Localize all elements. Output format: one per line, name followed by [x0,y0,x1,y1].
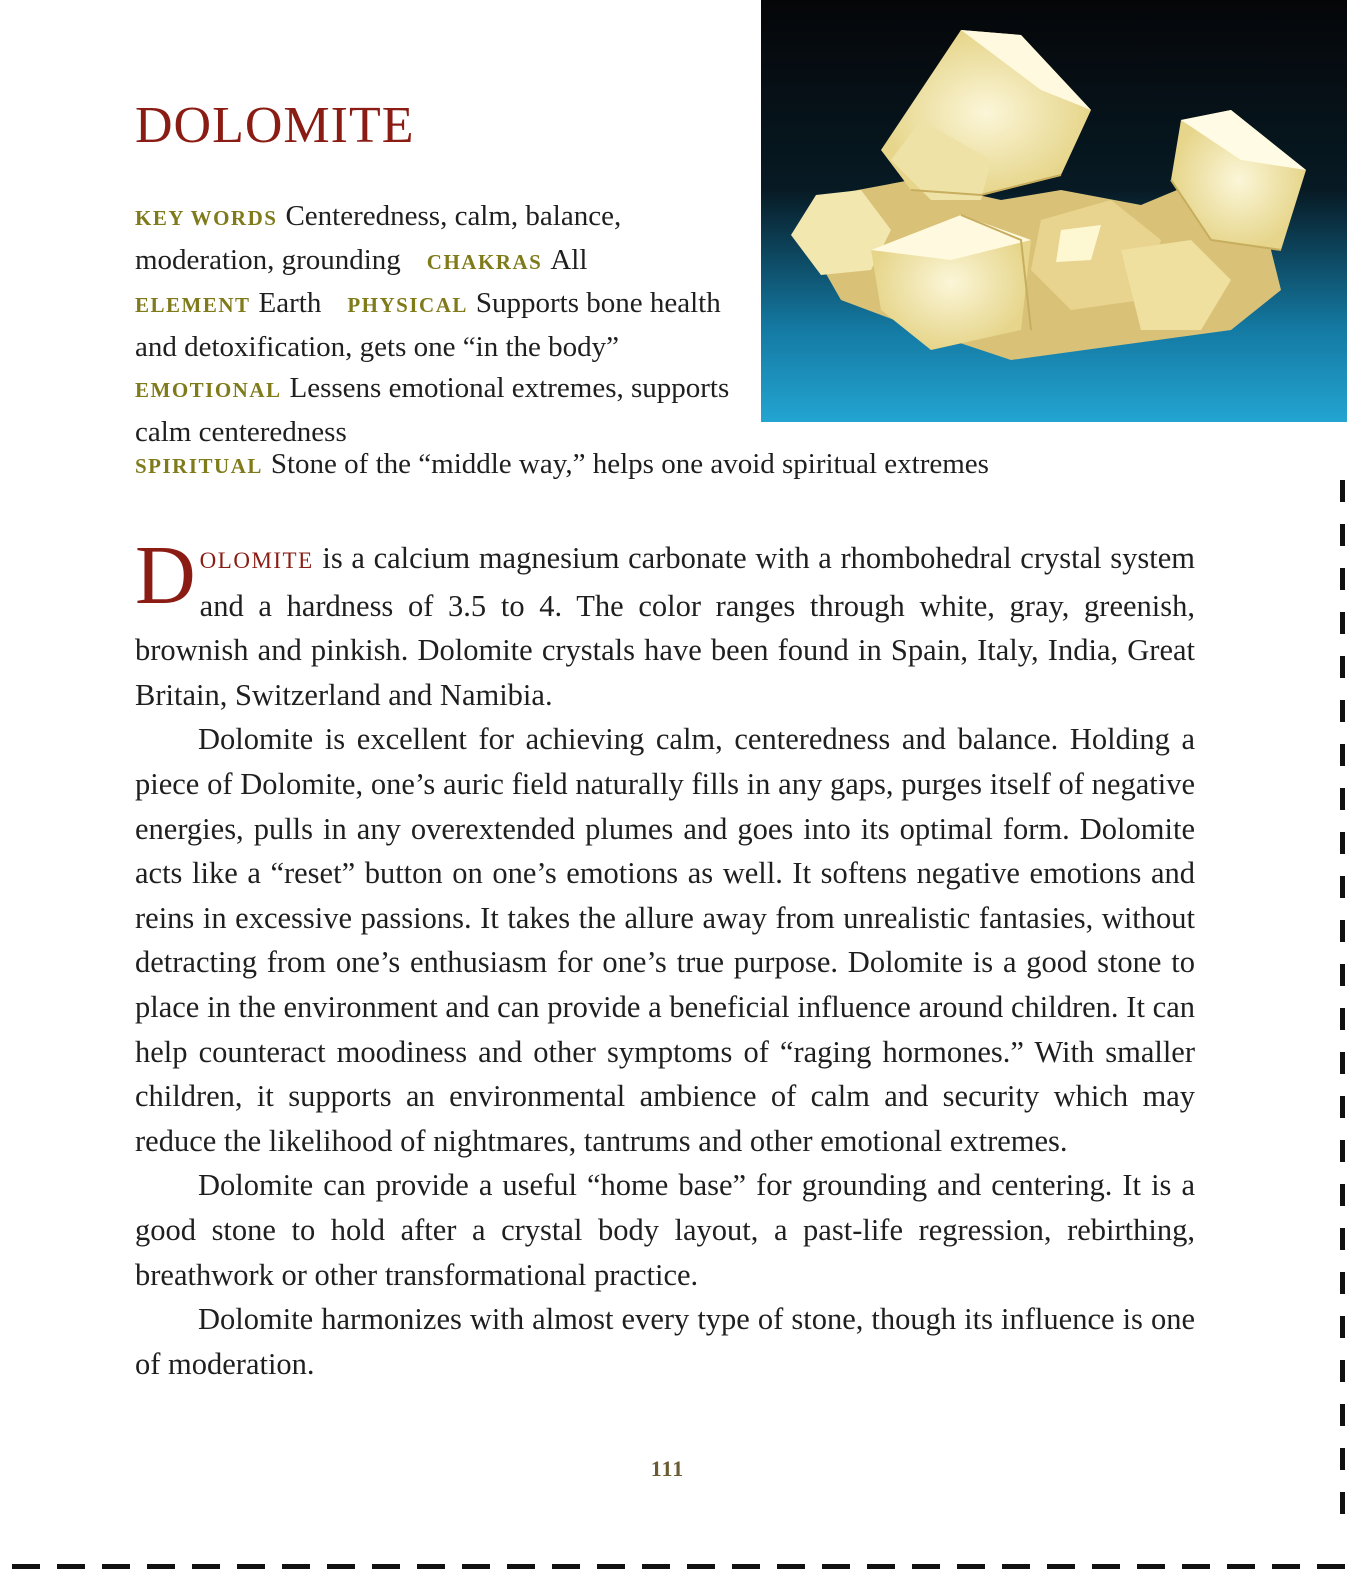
right-edge-crop-marks [1336,480,1347,1520]
physical-label: PHYSICAL [347,293,468,318]
element-value: Earth [258,287,322,320]
dolomite-crystal-photo [761,0,1347,422]
edge-tick-mark [687,1564,715,1569]
edge-tick-mark [1340,1008,1345,1030]
edge-tick-mark [552,1564,580,1569]
edge-tick-mark [57,1564,85,1569]
edge-tick-mark [1340,524,1345,546]
properties-block [135,196,735,454]
edge-tick-mark [417,1564,445,1569]
edge-tick-mark [12,1564,40,1569]
drop-cap: D [135,529,196,622]
edge-tick-mark [192,1564,220,1569]
edge-tick-mark [1227,1564,1255,1569]
lead-smallcaps: OLOMITE [199,548,314,573]
edge-tick-mark [1092,1564,1120,1569]
article-body [135,529,1195,1386]
edge-tick-mark [1340,744,1345,766]
edge-tick-mark [1340,612,1345,634]
edge-tick-mark [372,1564,400,1569]
edge-tick-mark [1340,1360,1345,1382]
edge-tick-mark [1340,1140,1345,1162]
edge-tick-mark [1340,1272,1345,1294]
physical-value: Supports bone health and detoxification, gets one “in the body” [135,287,721,363]
edge-tick-mark [1340,700,1345,722]
edge-tick-mark [777,1564,805,1569]
element-label: ELEMENT [135,293,251,318]
edge-tick-mark [1047,1564,1075,1569]
paragraph-1-text: is a calcium magnesium carbonate with a rhombohedral crystal system and a hardness of 3.5 to 4. The color ranges through white, gray, greenish, brownish and pinkish. Dolomite crystals have been found in Spain, Italy, India, Great Britain, Switzerland and Namibia. [135,541,1195,712]
emotional-value: Lessens emotional extremes, supports calm centeredness [135,372,730,448]
edge-tick-mark [1002,1564,1030,1569]
emotional-label: EMOTIONAL [135,378,282,403]
key-words-value: Centeredness, calm, balance, moderation, grounding [135,200,622,276]
edge-tick-mark [1340,832,1345,854]
edge-tick-mark [1317,1564,1345,1569]
spiritual-label: SPIRITUAL [135,454,263,478]
page-number: 111 [650,1456,685,1481]
spiritual-line [135,444,1195,488]
edge-tick-mark [597,1564,625,1569]
edge-tick-mark [327,1564,355,1569]
paragraph-3: Dolomite can provide a useful “home base” for grounding and centering. It is a good stone to hold after a crystal body layout, a past-life regression, rebirthing, breathwork or other transformational practice. [135,1168,1195,1292]
edge-tick-mark [1272,1564,1300,1569]
edge-tick-mark [912,1564,940,1569]
chakras-label: CHAKRAS [426,249,543,274]
chakras-value: All [550,243,588,276]
edge-tick-mark [1340,876,1345,898]
edge-tick-mark [1340,1404,1345,1426]
key-words-label: KEY WORDS [135,206,278,230]
edge-tick-mark [1340,1096,1345,1118]
edge-tick-mark [1340,788,1345,810]
edge-tick-mark [1340,920,1345,942]
edge-tick-mark [462,1564,490,1569]
paragraph-1 [135,529,1195,717]
spiritual-value: Stone of the “middle way,” helps one avoid spiritual extremes [270,448,989,480]
edge-tick-mark [237,1564,265,1569]
edge-tick-mark [282,1564,310,1569]
edge-tick-mark [1137,1564,1165,1569]
edge-tick-mark [957,1564,985,1569]
page-title: DOLOMITE [135,97,415,154]
edge-tick-mark [1340,656,1345,678]
paragraph-4: Dolomite harmonizes with almost every type of stone, though its influence is one of moderation. [135,1302,1195,1381]
edge-tick-mark [102,1564,130,1569]
edge-tick-mark [1340,1448,1345,1470]
paragraph-2: Dolomite is excellent for achieving calm, centeredness and balance. Holding a piece of Dolomite, one’s auric field naturally fills in any gaps, purges itself of negative energies, pulls in any overextended plumes and goes into its optimal form. Dolomite acts like a “reset” button on one’s emotions as well. It softens negative emotions and reins in excessive passions. It takes the allure away from unrealistic fantasies, without detracting from one’s enthusiasm for one’s true purpose. Dolomite is a good stone to place in the environment and can provide a beneficial influence around children. It can help counteract moodiness and other symptoms of “raging hormones.” With smaller children, it supports an environmental ambience of calm and security which may reduce the likelihood of nightmares, tantrums and other emotional extremes. [135,722,1195,1158]
edge-tick-mark [732,1564,760,1569]
edge-tick-mark [507,1564,535,1569]
edge-tick-mark [1340,1052,1345,1074]
edge-tick-mark [1182,1564,1210,1569]
edge-tick-mark [1340,480,1345,502]
edge-tick-mark [642,1564,670,1569]
edge-tick-mark [1340,568,1345,590]
edge-tick-mark [147,1564,175,1569]
edge-tick-mark [867,1564,895,1569]
edge-tick-mark [1340,1184,1345,1206]
edge-tick-mark [1340,964,1345,986]
edge-tick-mark [1340,1228,1345,1250]
edge-tick-mark [822,1564,850,1569]
edge-tick-mark [1340,1492,1345,1514]
bottom-edge-crop-marks [0,1561,1347,1572]
edge-tick-mark [1340,1316,1345,1338]
